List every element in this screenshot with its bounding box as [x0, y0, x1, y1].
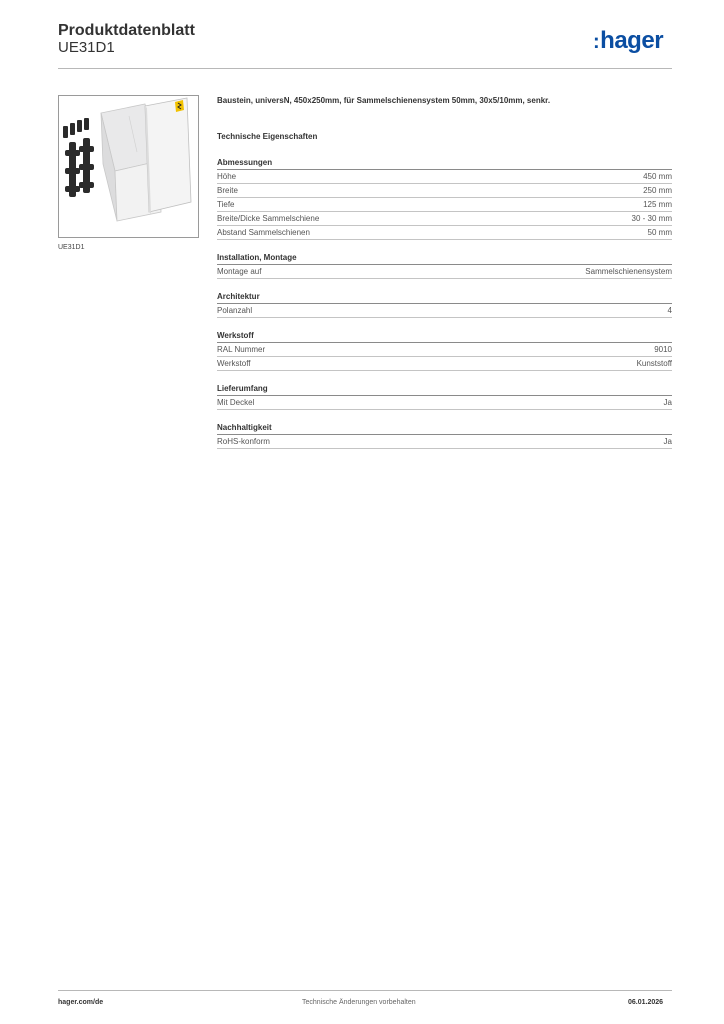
product-illustration [59, 96, 198, 237]
row-value: 125 mm [643, 200, 672, 209]
row-label: Mit Deckel [217, 398, 255, 407]
section-material [217, 330, 672, 371]
row-value: 4 [667, 306, 672, 315]
row-label: RoHS-konform [217, 437, 270, 446]
table-row [217, 265, 672, 279]
row-label: Werkstoff [217, 359, 251, 368]
section-title: Abmessungen [217, 157, 672, 170]
row-value: 9010 [654, 345, 672, 354]
page-title: Produktdatenblatt [58, 22, 195, 39]
row-label: Abstand Sammelschienen [217, 228, 310, 237]
table-row [217, 396, 672, 410]
table-row [217, 170, 672, 184]
row-label: Breite [217, 186, 238, 195]
header-divider [58, 68, 672, 69]
section-dimensions [217, 157, 672, 240]
product-details [217, 96, 672, 461]
product-code: UE31D1 [58, 39, 115, 56]
busbar-clamps-drawing [63, 118, 94, 197]
section-title: Nachhaltigkeit [217, 422, 672, 435]
row-value: 250 mm [643, 186, 672, 195]
table-row [217, 184, 672, 198]
logo-prefix: : [593, 31, 600, 53]
product-description: Baustein, universN, 450x250mm, für Sammelschienensystem 50mm, 30x5/10mm, senkr. [217, 96, 551, 105]
section-title: Installation, Montage [217, 252, 672, 265]
row-label: Höhe [217, 172, 237, 181]
row-value: Sammelschienensystem [585, 267, 672, 276]
row-label: Breite/Dicke Sammelschiene [217, 214, 320, 223]
section-title: Lieferumfang [217, 383, 672, 396]
footer-date: 06.01.2026 [628, 999, 664, 1006]
footer-notice: Technische Änderungen vorbehalten [302, 999, 416, 1006]
section-sustainability [217, 422, 672, 449]
logo-text: hager [600, 27, 664, 54]
table-row [217, 226, 672, 240]
footer-website-link[interactable]: hager.com/de [58, 999, 104, 1006]
row-value: Ja [663, 437, 672, 446]
row-label: RAL Nummer [217, 345, 266, 354]
row-value: 30 - 30 mm [631, 214, 672, 223]
row-value: 450 mm [643, 172, 672, 181]
section-architecture [217, 291, 672, 318]
section-installation [217, 252, 672, 279]
table-row [217, 304, 672, 318]
table-row [217, 435, 672, 449]
product-image [58, 95, 199, 238]
technical-properties-heading: Technische Eigenschaften [217, 132, 318, 141]
hager-logo [593, 27, 663, 55]
section-title: Architektur [217, 291, 672, 304]
row-label: Tiefe [217, 200, 235, 209]
image-caption: UE31D1 [58, 244, 85, 251]
warning-label-drawing [175, 100, 184, 112]
table-row [217, 357, 672, 371]
cover-drawing [145, 98, 191, 214]
row-value: 50 mm [647, 228, 672, 237]
row-label: Polanzahl [217, 306, 253, 315]
footer-divider [58, 990, 672, 991]
row-label: Montage auf [217, 267, 262, 276]
section-title: Werkstoff [217, 330, 672, 343]
row-value: Kunststoff [636, 359, 672, 368]
section-scope-of-delivery [217, 383, 672, 410]
table-row [217, 343, 672, 357]
table-row [217, 212, 672, 226]
table-row [217, 198, 672, 212]
row-value: Ja [663, 398, 672, 407]
